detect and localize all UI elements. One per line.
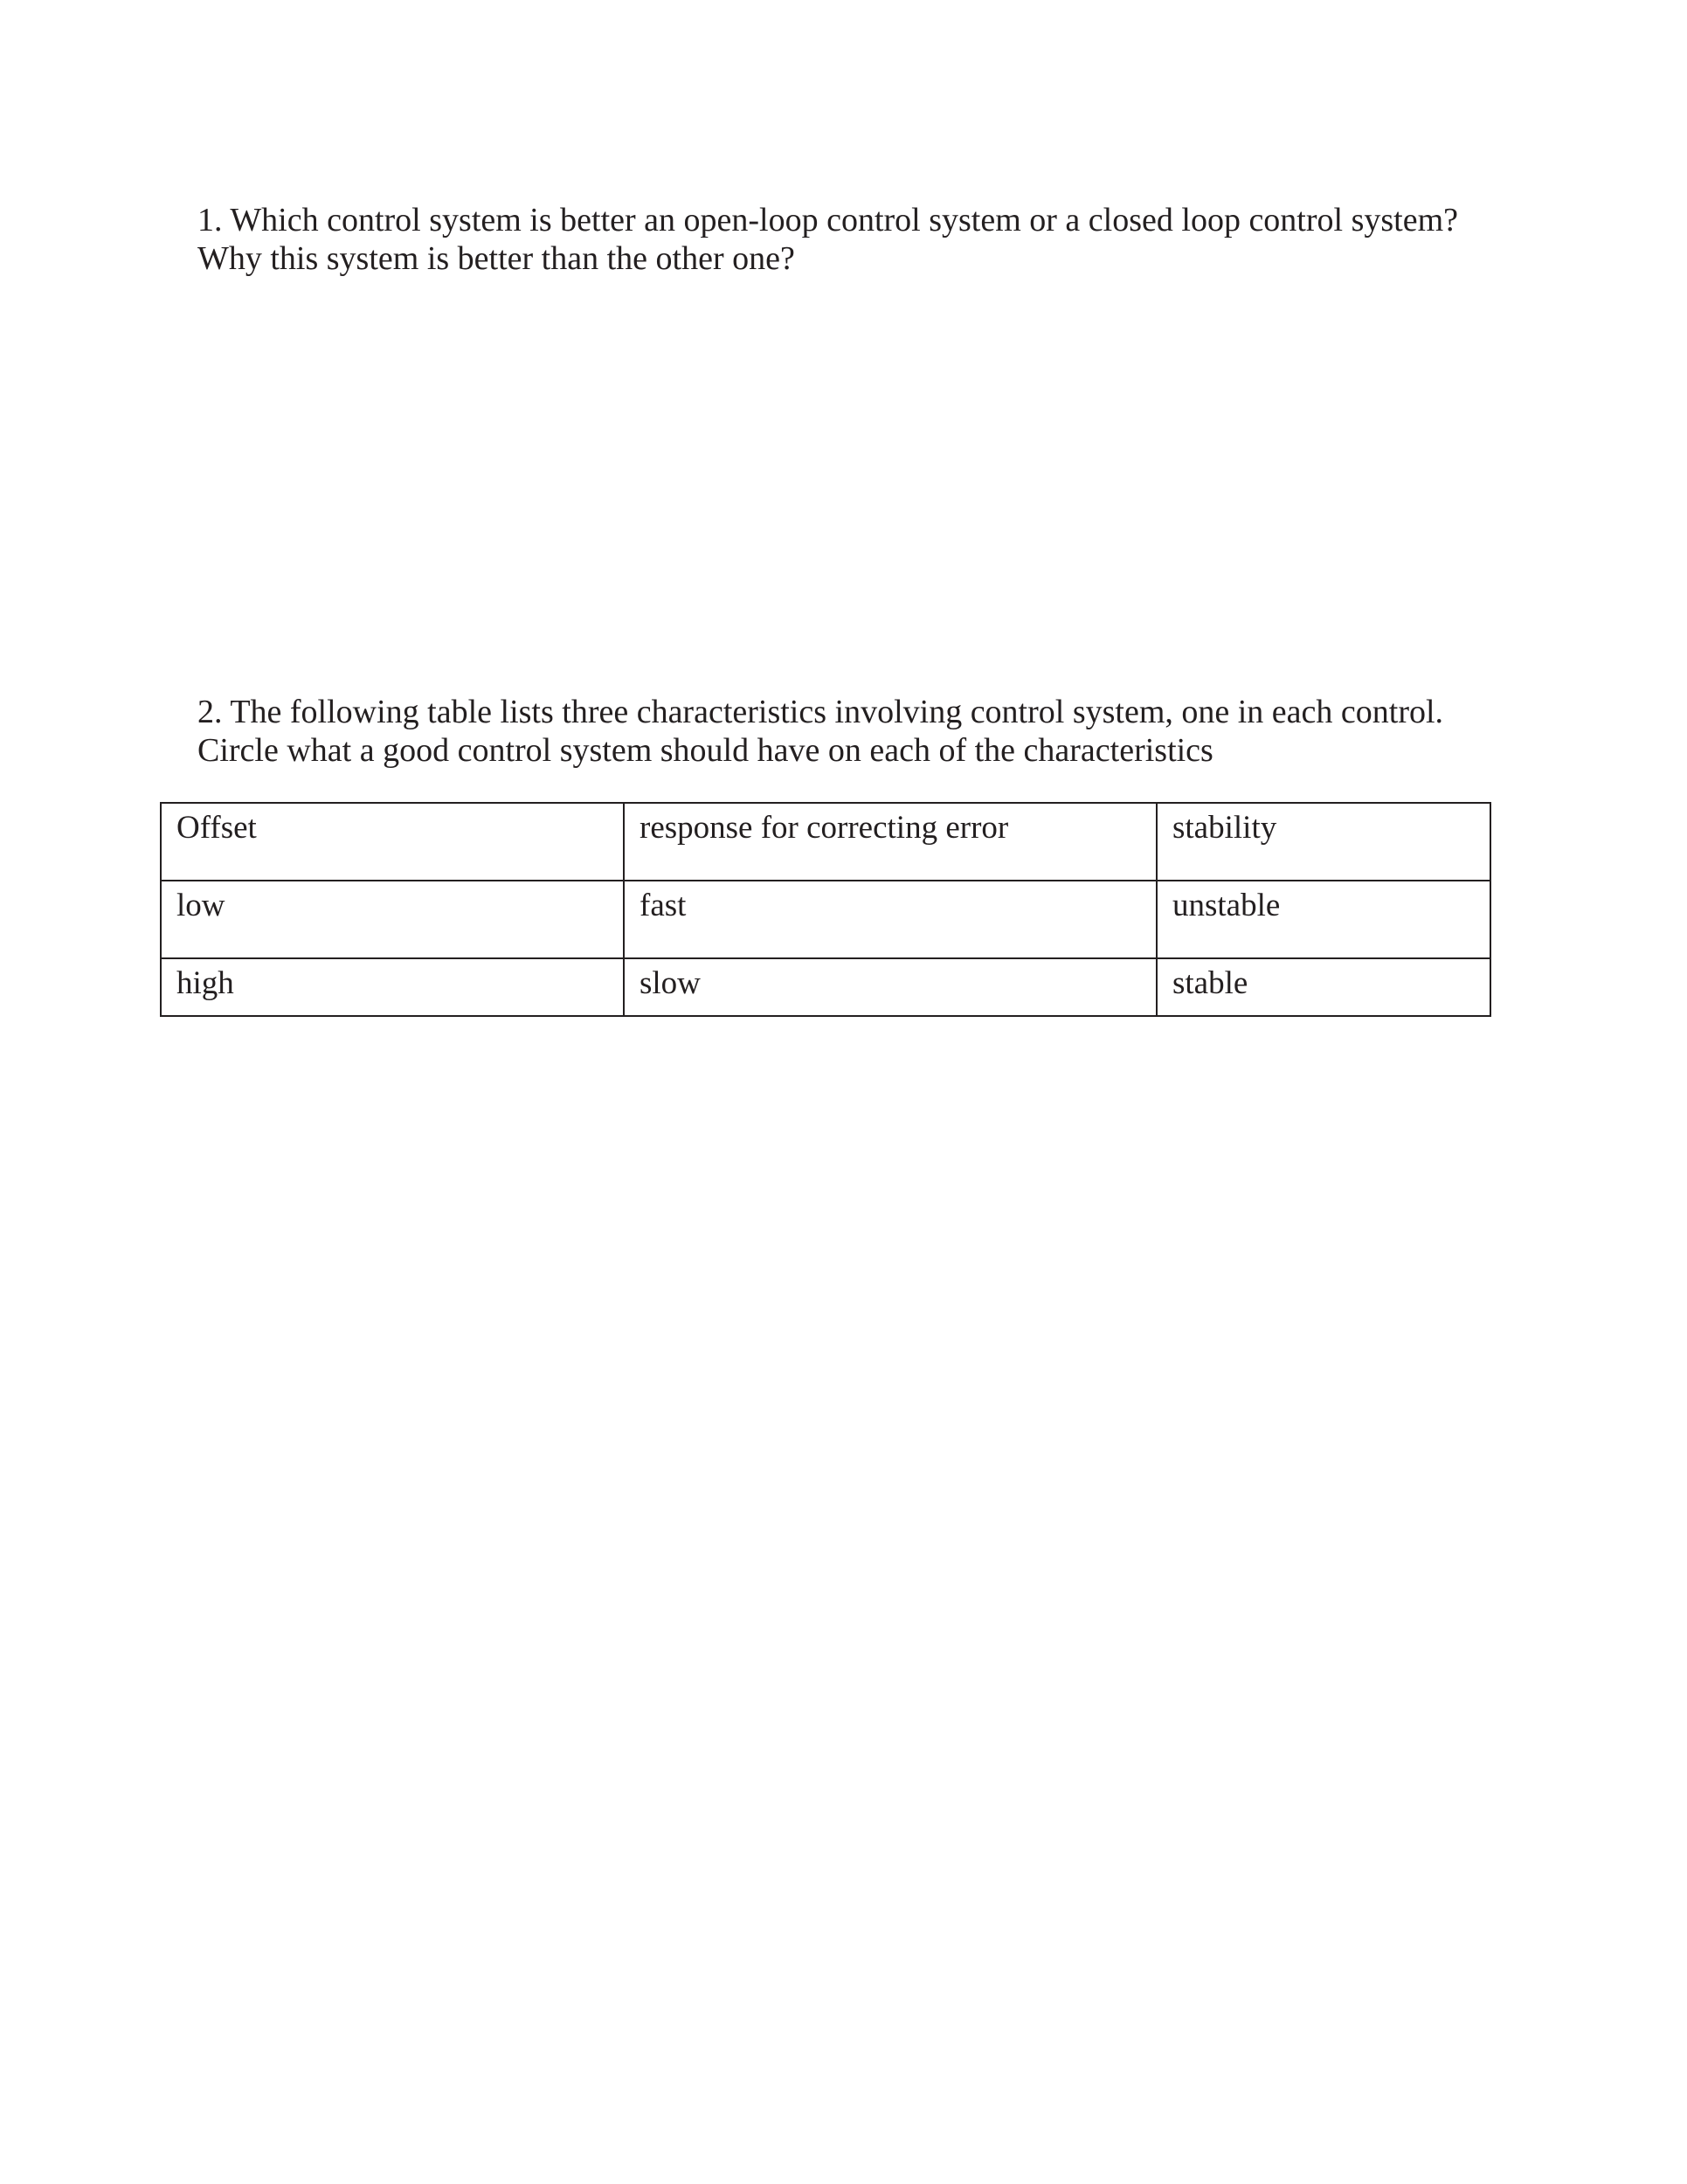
- table-row: [161, 803, 1490, 881]
- question-2-line-2: Circle what a good control system should have on each of the characteristics: [197, 732, 1213, 769]
- table-cell-stability[interactable]: stability: [1157, 803, 1490, 881]
- table-cell-offset-high[interactable]: high: [161, 958, 624, 1016]
- table-cell-offset-low[interactable]: low: [161, 881, 624, 958]
- characteristics-table: [160, 802, 1491, 1017]
- table-cell-stability-stable[interactable]: stable: [1157, 958, 1490, 1016]
- question-2: [197, 693, 1443, 770]
- table-cell-response-fast[interactable]: fast: [624, 881, 1157, 958]
- question-1: [197, 201, 1458, 278]
- table-row: [161, 881, 1490, 958]
- table-cell-stability-unstable[interactable]: unstable: [1157, 881, 1490, 958]
- table-cell-offset[interactable]: Offset: [161, 803, 624, 881]
- table-cell-response[interactable]: response for correcting error: [624, 803, 1157, 881]
- question-2-line-1: 2. The following table lists three characteristics involving control system, one in each control.: [197, 694, 1444, 730]
- table-row: [161, 958, 1490, 1016]
- question-1-line-1: 1. Which control system is better an open-loop control system or a closed loop control system?: [197, 202, 1458, 238]
- table-cell-response-slow[interactable]: slow: [624, 958, 1157, 1016]
- question-1-line-2: Why this system is better than the other one?: [197, 240, 795, 277]
